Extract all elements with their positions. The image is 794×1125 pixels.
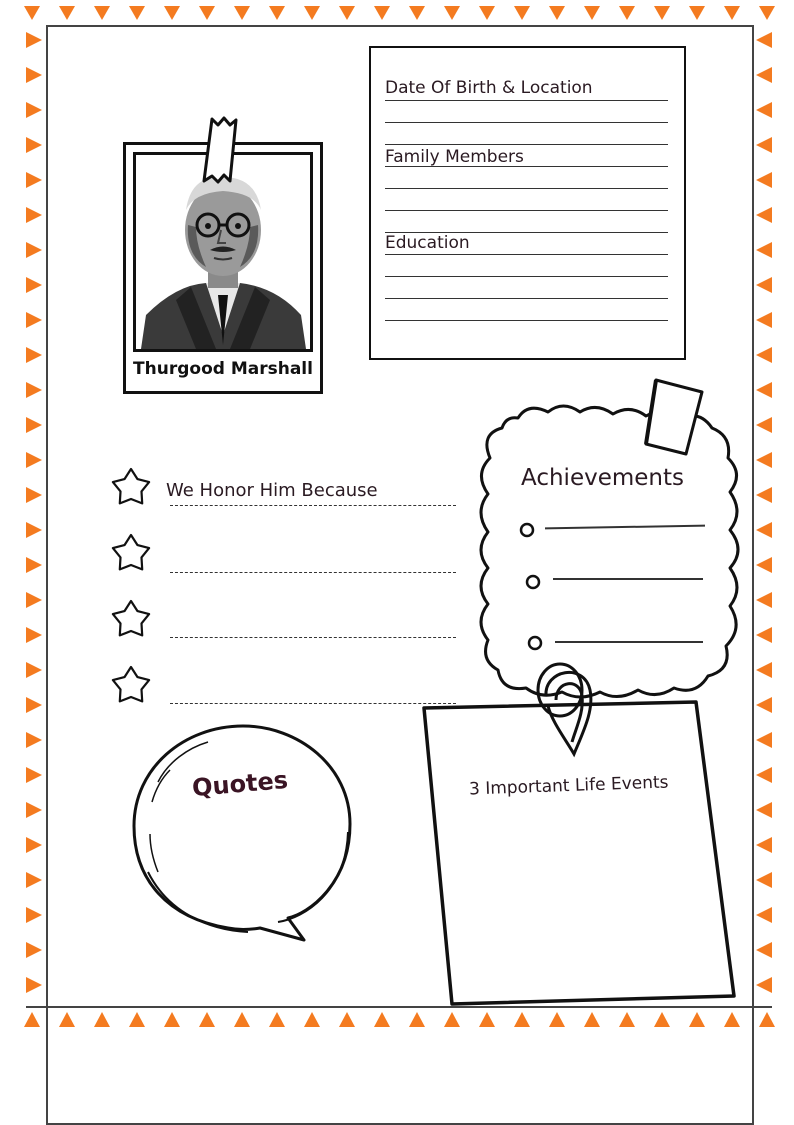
education-line-3 [385, 298, 668, 299]
border-triangle [164, 6, 180, 20]
education-label: Education [385, 233, 470, 253]
bullet-circle-icon [524, 573, 542, 591]
border-triangle [756, 382, 772, 398]
life-events-title: 3 Important Life Events [468, 772, 669, 800]
border-triangle [24, 1012, 40, 1027]
star-icon [107, 596, 155, 642]
border-triangle [26, 487, 42, 503]
border-triangle [756, 872, 772, 888]
border-triangle [26, 557, 42, 573]
border-triangle [619, 6, 635, 20]
border-triangle [26, 67, 42, 83]
quotes-title: Quotes [190, 765, 290, 803]
border-triangle [756, 522, 772, 538]
portrait-name: Thurgood Marshall [133, 359, 313, 379]
achievement-line-3 [555, 641, 703, 643]
education-line-4 [385, 320, 668, 321]
education-line-2 [385, 276, 668, 277]
border-triangle [304, 6, 320, 20]
border-triangle [724, 6, 740, 20]
border-triangle [756, 942, 772, 958]
tape-icon [198, 115, 246, 187]
border-triangle [26, 382, 42, 398]
education-line-1 [385, 254, 668, 255]
border-triangle [26, 312, 42, 328]
border-triangle [26, 627, 42, 643]
border-triangle [24, 6, 40, 20]
star-icon [107, 464, 155, 510]
honor-line-2 [170, 572, 456, 573]
tape-icon [640, 374, 712, 458]
border-triangle [756, 697, 772, 713]
border-triangle [759, 6, 775, 20]
star-icon [107, 530, 155, 576]
border-triangle [26, 767, 42, 783]
border-triangle [756, 347, 772, 363]
border-triangle [756, 277, 772, 293]
border-triangle [756, 67, 772, 83]
border-triangle [756, 557, 772, 573]
border-triangle [479, 6, 495, 20]
border-triangle [756, 662, 772, 678]
border-triangle [26, 242, 42, 258]
border-triangle [199, 6, 215, 20]
border-triangle [409, 6, 425, 20]
border-triangle [26, 697, 42, 713]
border-triangle [756, 907, 772, 923]
achievement-line-2 [553, 578, 703, 580]
border-triangle [339, 6, 355, 20]
border-triangle [756, 487, 772, 503]
border-triangle [26, 277, 42, 293]
border-triangle [26, 32, 42, 48]
border-triangle [26, 907, 42, 923]
border-triangle [26, 172, 42, 188]
border-triangle [514, 6, 530, 20]
border-triangle [756, 137, 772, 153]
border-triangle [26, 662, 42, 678]
achievements-title: Achievements [521, 465, 684, 491]
border-triangle [584, 6, 600, 20]
dob-label: Date Of Birth & Location [385, 78, 593, 98]
border-triangle [756, 592, 772, 608]
border-triangle [654, 6, 670, 20]
border-triangle [444, 6, 460, 20]
border-triangle [756, 977, 772, 993]
honor-title: We Honor Him Because [166, 480, 378, 501]
border-triangle [129, 6, 145, 20]
border-triangle [756, 802, 772, 818]
border-triangle [756, 767, 772, 783]
honor-line-4 [170, 703, 456, 704]
border-triangle [26, 977, 42, 993]
border-triangle [374, 6, 390, 20]
honor-line-3 [170, 637, 456, 638]
star-icon [107, 662, 155, 708]
paper-clip-icon [526, 650, 606, 760]
border-triangle [94, 6, 110, 20]
border-triangle [549, 6, 565, 20]
border-triangle [689, 6, 705, 20]
border-triangle [26, 452, 42, 468]
family-line-2 [385, 188, 668, 189]
border-triangle [756, 32, 772, 48]
border-triangle [756, 102, 772, 118]
border-triangle [756, 207, 772, 223]
border-triangle [756, 417, 772, 433]
border-triangle [26, 802, 42, 818]
border-triangle [26, 102, 42, 118]
border-triangle [756, 172, 772, 188]
border-triangle [26, 592, 42, 608]
family-line-1 [385, 166, 668, 167]
border-triangle [26, 522, 42, 538]
family-label: Family Members [385, 147, 524, 167]
border-triangle [26, 732, 42, 748]
border-triangle [756, 627, 772, 643]
border-triangle [756, 837, 772, 853]
border-triangle [26, 137, 42, 153]
border-triangle [234, 6, 250, 20]
border-triangle [59, 6, 75, 20]
border-triangle [756, 452, 772, 468]
border-triangle [756, 242, 772, 258]
border-triangle [26, 347, 42, 363]
dob-line-1 [385, 100, 668, 101]
achievements-cloud [468, 400, 758, 710]
dob-line-2 [385, 122, 668, 123]
border-triangle [26, 872, 42, 888]
border-triangle [26, 837, 42, 853]
border-triangle [26, 417, 42, 433]
border-triangle [26, 207, 42, 223]
dob-line-3 [385, 144, 668, 145]
border-triangle [756, 732, 772, 748]
family-line-3 [385, 210, 668, 211]
speech-bubble-icon [128, 722, 360, 952]
border-triangle [759, 1012, 775, 1027]
honor-line-1 [170, 505, 456, 506]
border-triangle [26, 942, 42, 958]
border-triangle [269, 6, 285, 20]
bullet-circle-icon [518, 521, 536, 539]
border-triangle [756, 312, 772, 328]
